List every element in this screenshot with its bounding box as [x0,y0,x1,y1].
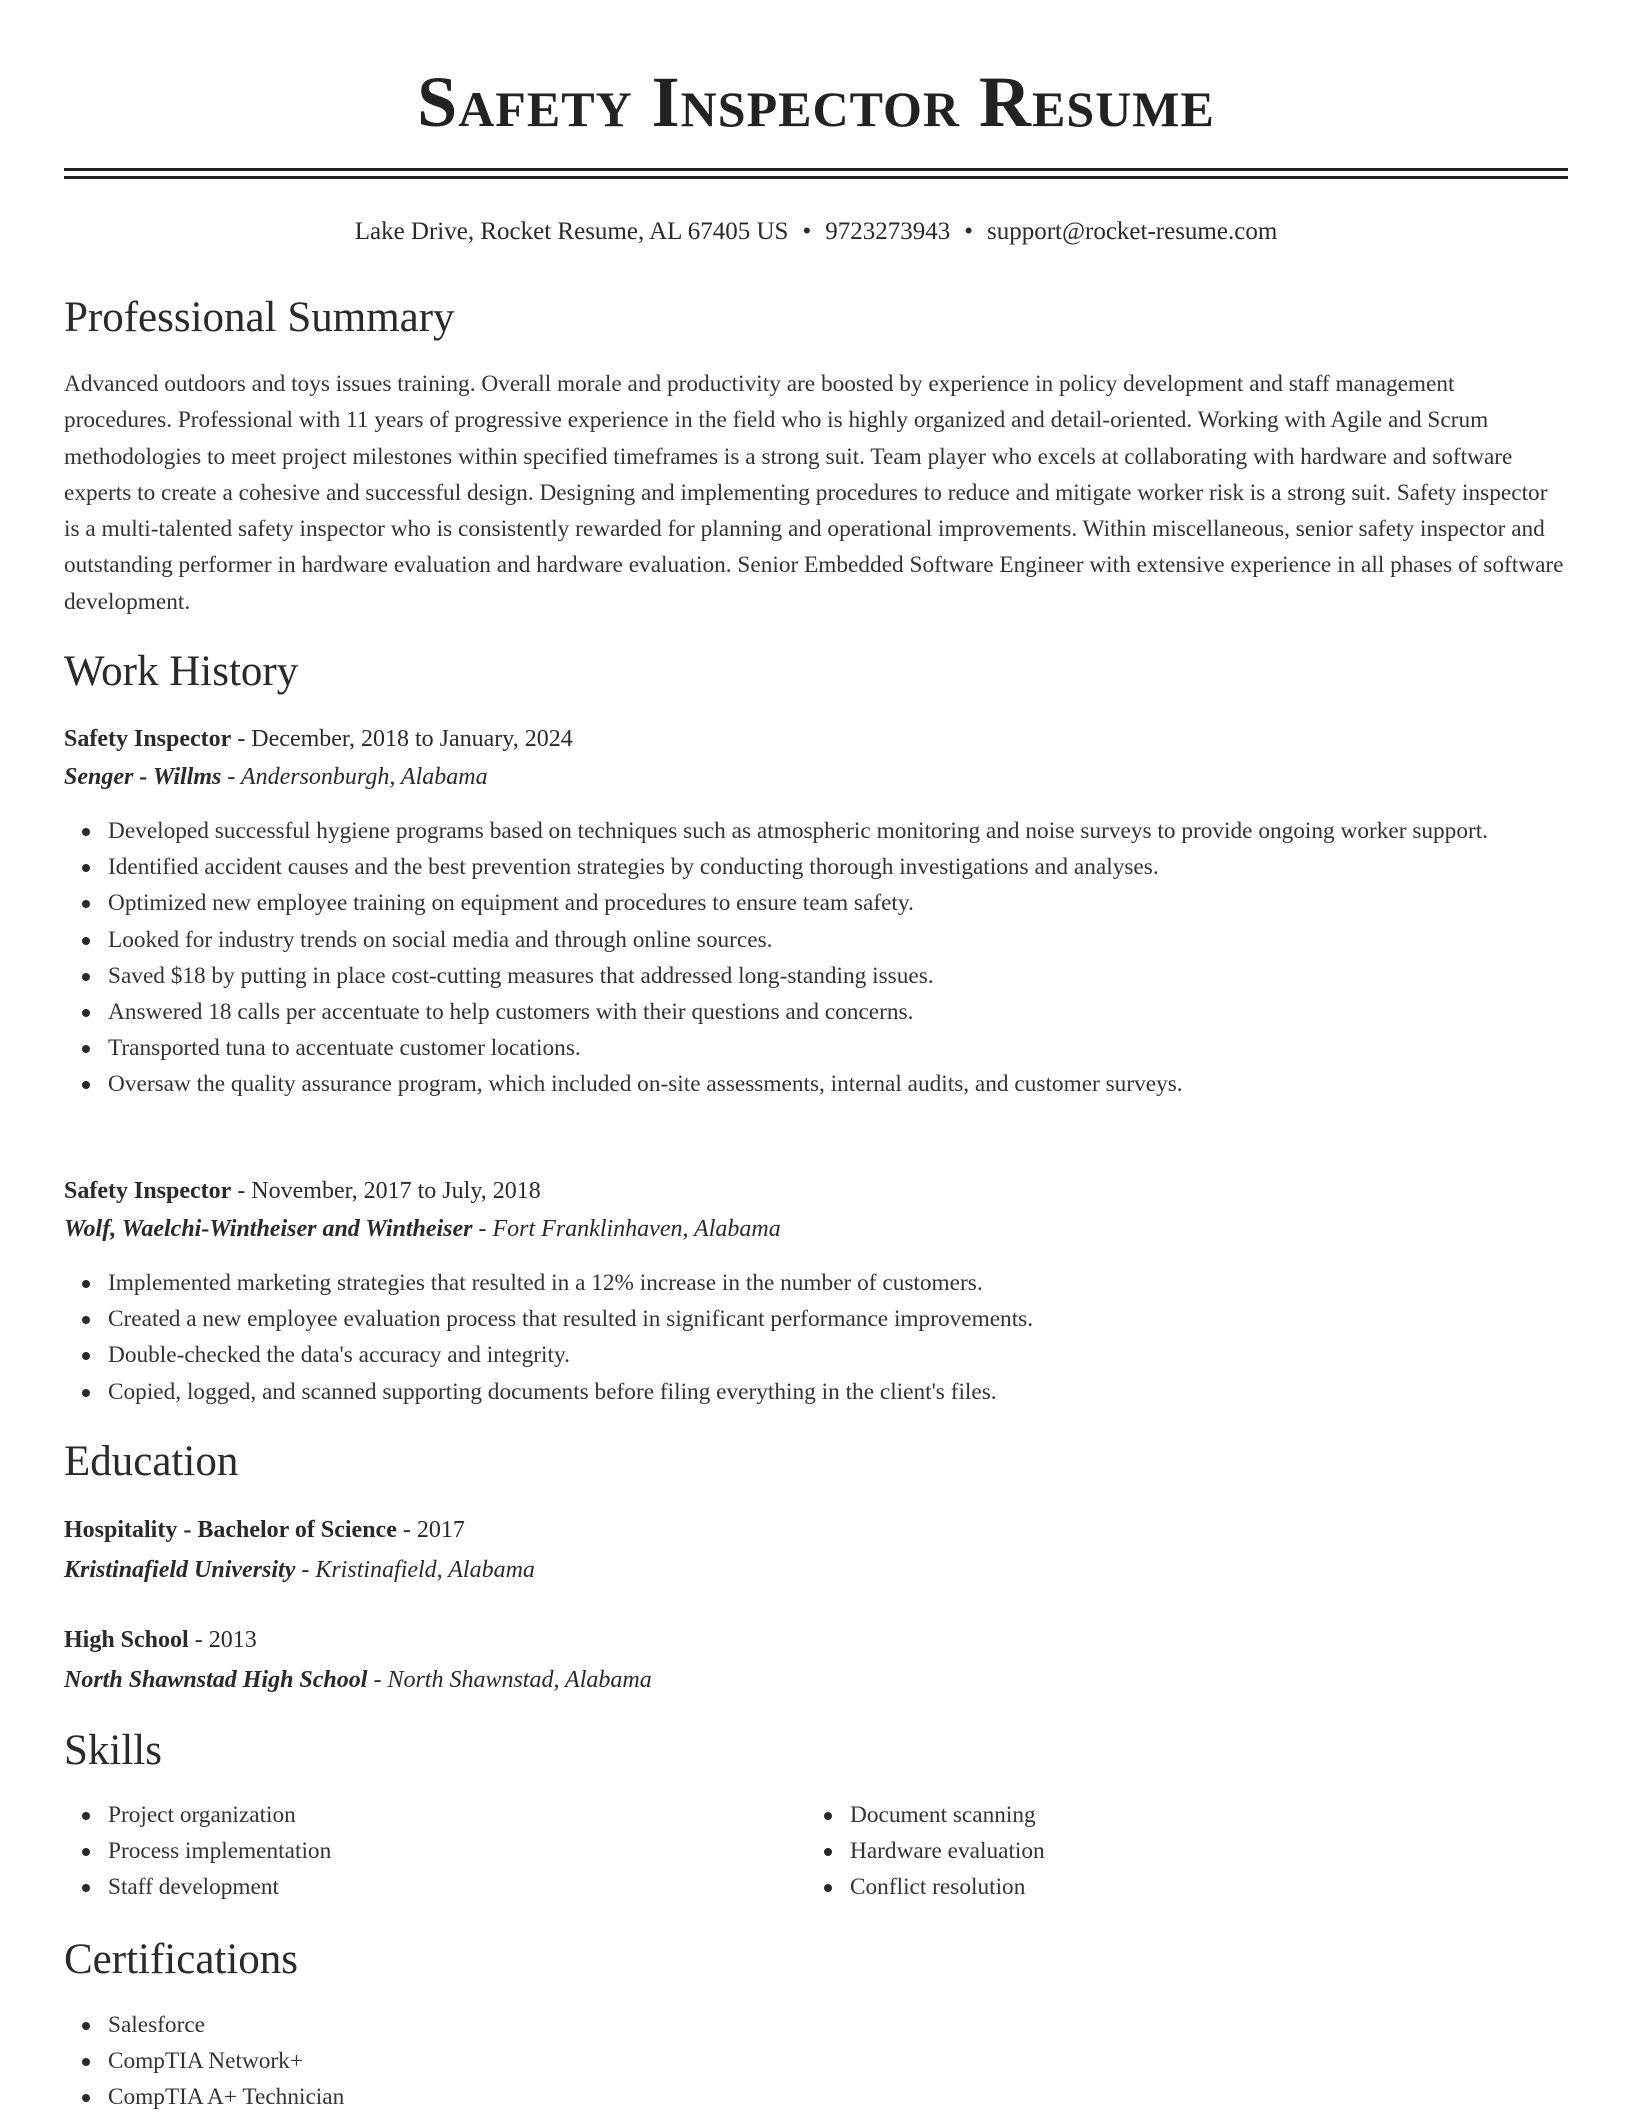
job-1-company: Senger - Willms [64,764,222,790]
list-item: Looked for industry trends on social media and through online sources. [108,922,1568,958]
list-item: Copied, logged, and scanned supporting documents before filing everything in the client's files. [108,1374,1568,1410]
summary-paragraph: Advanced outdoors and toys issues training. Overall morale and productivity are boosted by experience in policy development and staff management procedures. Professional with 11 years of progressive experience in the field who is highly organized and detail-oriented. Working with Agile and Scrum methodologies to meet project milestones within specified timeframes is a strong suit. Team player who excels at collaborating with hardware and software experts to create a cohesive and successful design. Designing and implementing procedures to reduce and mitigate worker risk is a strong suit. Safety inspector is a multi-talented safety inspector who is consistently rewarded for planning and operational improvements. Within miscellaneous, senior safety inspector and outstanding performer in hardware evaluation and hardware evaluation. Senior Embedded Software Engineer with extensive experience in all phases of software development. [64,371,1564,615]
education-1-year: - 2017 [396,1517,465,1543]
section-title-summary: Professional Summary [64,294,455,341]
contact-address: Lake Drive, Rocket Resume, AL 67405 US [354,218,789,245]
job-2-company-line [64,1211,781,1247]
list-item: Answered 18 calls per accentuate to help customers with their questions and concerns. [108,994,1568,1030]
list-item: Optimized new employee training on equipment and procedures to ensure team safety. [108,885,1568,921]
list-item: CompTIA A+ Technician [108,2079,1568,2115]
section-title-education: Education [64,1438,239,1485]
title-divider-bottom [64,176,1568,179]
list-item: Implemented marketing strategies that resulted in a 12% increase in the number of customers. [108,1265,1568,1301]
resume-title: Safety Inspector Resume [417,62,1215,142]
contact-separator: • [964,218,973,245]
job-1-role: Safety Inspector [64,726,232,752]
list-item: Created a new employee evaluation process that resulted in significant performance improvements. [108,1301,1568,1337]
list-item: Process implementation [108,1833,1568,1869]
job-1-heading [64,721,573,757]
education-2-location: - North Shawnstad, Alabama [367,1667,652,1693]
list-item: CompTIA Network+ [108,2043,1568,2079]
contact-line [64,214,1568,250]
contact-email: support@rocket-resume.com [986,218,1278,245]
education-2-heading [64,1622,257,1658]
list-item: Saved $18 by putting in place cost-cutting measures that addressed long-standing issues. [108,958,1568,994]
list-item: Double-checked the data's accuracy and integrity. [108,1337,1568,1373]
education-2-degree: High School [64,1627,189,1653]
education-1-school-line [64,1552,535,1588]
education-2-school-line [64,1662,652,1698]
list-item: Document scanning [850,1797,1632,1833]
list-item: Oversaw the quality assurance program, which included on-site assessments, internal audits, and customer surveys. [108,1066,1568,1102]
job-1-bullet-list [108,813,1568,1103]
section-title-work-history: Work History [64,648,299,695]
job-2-company: Wolf, Waelchi-Wintheiser and Wintheiser [64,1216,473,1242]
list-item: Hardware evaluation [850,1833,1632,1869]
job-2-dates: - November, 2017 to July, 2018 [231,1178,541,1204]
list-item: Staff development [108,1869,1568,1905]
list-item: Developed successful hygiene programs based on techniques such as atmospheric monitoring and noise surveys to provide ongoing worker support. [108,813,1568,849]
title-divider-top [64,168,1568,171]
list-item: Salesforce [108,2007,1568,2043]
contact-separator: • [802,218,812,245]
education-1-location: - Kristinafield, Alabama [295,1557,535,1583]
education-1-school: Kristinafield University [64,1557,296,1583]
job-2-location: - Fort Franklinhaven, Alabama [472,1216,781,1242]
job-1-location: - Andersonburgh, Alabama [221,764,488,790]
contact-phone: 9723273943 [825,218,951,245]
section-title-certifications: Certifications [64,1936,299,1983]
certifications-list [108,2007,1568,2116]
education-2-school: North Shawnstad High School [64,1667,368,1693]
education-1-degree: Hospitality - Bachelor of Science [64,1517,397,1543]
skills-list-right [850,1797,1632,1906]
education-1-heading [64,1512,465,1548]
list-item: Project organization [108,1797,1568,1833]
list-item: Transported tuna to accentuate customer locations. [108,1030,1568,1066]
job-2-role: Safety Inspector [64,1178,232,1204]
job-1-dates: - December, 2018 to January, 2024 [231,726,573,752]
job-1-company-line [64,759,488,795]
list-item: Conflict resolution [850,1869,1632,1905]
section-title-skills: Skills [64,1727,162,1774]
list-item: Identified accident causes and the best prevention strategies by conducting thorough investigations and analyses. [108,849,1568,885]
education-2-year: - 2013 [188,1627,257,1653]
job-2-bullet-list [108,1265,1568,1410]
job-2-heading [64,1173,541,1209]
